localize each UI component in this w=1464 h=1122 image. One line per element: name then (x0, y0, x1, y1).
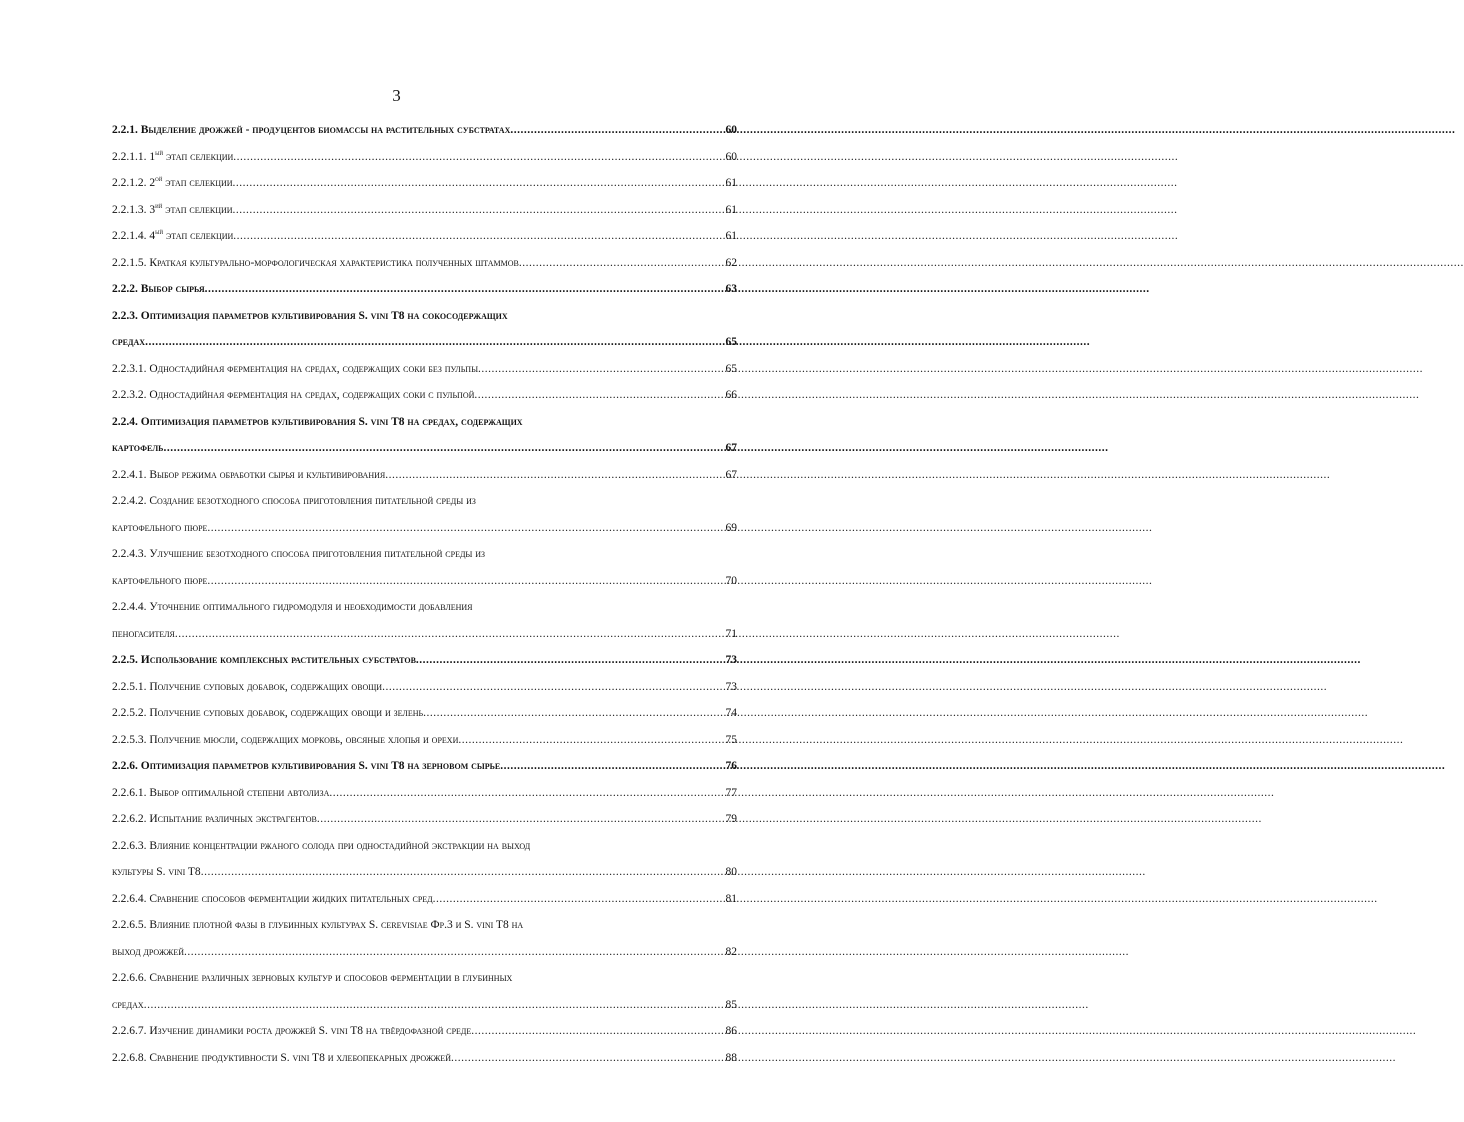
toc-entry (112, 780, 737, 807)
toc-entry-title: 2.2.4.4. Уточнение оптимального гидромодуля и необходимости добавления (112, 601, 473, 613)
dot-leader (519, 250, 725, 277)
toc-entry-title: 2.2.6.8. Сравнение продуктивности S. vini T8 и хлебопекарных дрожжей (112, 1051, 451, 1064)
toc-entry-title: 2.2.1. Выделение дрожжей - продуцентов биомассы на растительных субстратах (112, 124, 511, 136)
toc-entry-page: 76 (725, 760, 737, 772)
toc-entry-title: культуры S. vini T8 (112, 866, 201, 878)
toc-entry-title: средах (112, 998, 144, 1011)
toc-entry (112, 303, 737, 330)
toc-entry-page: 74 (725, 707, 737, 719)
dot-leader (207, 515, 724, 542)
toc-entry (112, 462, 737, 489)
toc-entry (112, 488, 737, 515)
dot-leader (184, 939, 725, 966)
toc-entry (112, 250, 737, 277)
dot-leader (233, 197, 725, 224)
toc-entry (112, 859, 737, 886)
toc-entry-title: 2.2.6.5. Влияние плотной фазы в глубинных культурах S. cerevisiae Фр.3 и S. vini T8 на (112, 919, 524, 931)
dot-leader (175, 621, 725, 648)
dot-leader (144, 992, 725, 1019)
toc-entry-title: 2.2.2. Выбор сырья (112, 283, 205, 295)
toc-entry (112, 197, 737, 224)
toc-entry (112, 170, 737, 197)
toc-entry-title: картофельного пюре (112, 574, 208, 587)
toc-entry (112, 674, 737, 701)
toc-entry-title: 2.2.6.2. Испытание различных экстрагентов (112, 813, 317, 825)
toc-entry-title: 2.2.5.2. Получение суповых добавок, содержащих овощи и зелень (112, 707, 424, 719)
toc-entry-title: 2.2.4.1. Выбор режима обработки сырья и культивирования (112, 468, 386, 481)
toc-entry (112, 992, 737, 1019)
toc-entry (112, 276, 737, 303)
toc-entry (112, 594, 737, 621)
toc-entry-page: 82 (725, 945, 737, 958)
dot-leader (510, 117, 724, 144)
toc-entry-page: 61 (725, 203, 737, 216)
toc-entry-title: 2.2.5.1. Получение суповых добавок, содержащих овощи (112, 680, 383, 693)
toc-entry-title: 2.2.1.3. $3^{ий}$ этап селекции (112, 201, 233, 216)
toc-entry (112, 621, 737, 648)
toc-entry-title: 2.2.6. Оптимизация параметров культивирования S. vini T8 на зерновом сырье (112, 760, 501, 772)
toc-entry-page: 75 (725, 733, 737, 746)
dot-leader (471, 1018, 724, 1045)
toc-entry-title: выход дрожжей (112, 945, 184, 958)
toc-entry-page: 65 (725, 336, 737, 348)
toc-entry-page: 73 (725, 654, 737, 666)
toc-entry-page: 65 (725, 362, 737, 375)
toc-entry (112, 117, 737, 144)
toc-entry-title: 2.2.6.3. Влияние концентрации ржаного солода при одностадийной экстракции на выход (112, 839, 531, 852)
toc-entry-page: 60 (725, 150, 737, 163)
toc-entry-title: картофель (112, 442, 164, 454)
dot-leader (145, 329, 724, 356)
toc-entry-title: 2.2.6.4. Сравнение способов ферментации жидких питательных сред (112, 892, 433, 905)
toc-entry-page: 63 (725, 283, 737, 295)
toc-entry-title: средах (112, 336, 146, 348)
toc-entry-title: 2.2.1.5. Краткая культурально-морфологическая характеристика полученных штаммов (112, 256, 519, 269)
toc-entry (112, 912, 737, 939)
dot-leader (205, 276, 725, 303)
toc-entry-page: 73 (725, 680, 737, 693)
toc-entry-page: 77 (725, 786, 737, 799)
toc-entry (112, 1018, 737, 1045)
toc-entry-title: 2.2.3.2. Одностадийная ферментация на средах, содержащих соки с пульпой (112, 389, 475, 401)
toc-entry-page: 86 (725, 1025, 737, 1037)
toc-entry (112, 223, 737, 250)
toc-entry (112, 939, 737, 966)
dot-leader (382, 674, 724, 701)
toc-entry (112, 727, 737, 754)
toc-entry-title: 2.2.1.2. $2^{ой}$ этап селекции (112, 175, 233, 189)
toc-entry (112, 806, 737, 833)
dot-leader (451, 1045, 725, 1072)
toc-entry (112, 753, 737, 780)
toc-entry-page: 60 (725, 124, 737, 136)
dot-leader (163, 435, 724, 462)
toc-entry-title: 2.2.5. Использование комплексных растительных субстратов (112, 654, 416, 666)
dot-leader (201, 859, 725, 886)
toc-entry (112, 329, 737, 356)
toc-entry-page: 69 (725, 521, 737, 534)
toc-entry (112, 886, 737, 913)
toc-entry-page: 67 (725, 442, 737, 454)
toc-entry (112, 965, 737, 992)
toc-entry (112, 647, 737, 674)
toc-entry-page: 70 (725, 574, 737, 587)
toc-entry-title: 2.2.6.7. Изучение динамики роста дрожжей S. vini T8 на твёрдофазной среде (112, 1025, 472, 1037)
toc-entry (112, 144, 737, 171)
toc-entry (112, 1045, 737, 1072)
toc-entry-title: 2.2.6.6. Сравнение различных зерновых культур и способов ферментации в глубинных (112, 972, 513, 984)
toc-entry-page: 81 (725, 892, 737, 905)
toc-entry (112, 700, 737, 727)
dot-leader (478, 356, 724, 383)
toc-entry-page: 61 (725, 177, 737, 189)
toc-entry-page: 66 (725, 389, 737, 401)
dot-leader (317, 806, 725, 833)
dot-leader (329, 780, 724, 807)
toc-entry (112, 833, 737, 860)
toc-entry (112, 435, 737, 462)
page-number: 3 (392, 86, 401, 105)
toc-entry-title: 2.2.3.1. Одностадийная ферментация на средах, содержащих соки без пульпы (112, 362, 479, 375)
toc-entry-title: 2.2.6.1. Выбор оптимальной степени автолиза (112, 786, 330, 799)
toc-entry-title: 2.2.4.2. Создание безотходного способа приготовления питательной среды из (112, 495, 476, 507)
toc-entry (112, 541, 737, 568)
toc-entry (112, 382, 737, 409)
dot-leader (207, 568, 724, 595)
dot-leader (233, 144, 724, 171)
toc-entry-title: пеногасителя (112, 627, 175, 640)
toc-entry-page: 88 (725, 1051, 737, 1064)
toc-entry-page: 80 (725, 866, 737, 878)
toc-entry-title: 2.2.3. Оптимизация параметров культивирования S. vini T8 на сокосодержащих (112, 309, 508, 322)
dot-leader (474, 382, 724, 409)
toc-entry-title: картофельного пюре (112, 521, 208, 534)
dot-leader (416, 647, 725, 674)
dot-leader (385, 462, 724, 489)
toc-entry (112, 568, 737, 595)
dot-leader (233, 170, 725, 197)
toc-entry-title: 2.2.1.1. $1^{ый}$ этап селекции (112, 148, 234, 163)
toc-entry-page: 85 (725, 998, 737, 1011)
toc-entry (112, 515, 737, 542)
toc-entry-title: 2.2.5.3. Получение мюсли, содержащих морковь, овсяные хлопья и орехи (112, 733, 459, 746)
table-of-contents (112, 117, 737, 1071)
toc-entry-page: 71 (725, 627, 737, 640)
dot-leader (500, 753, 724, 780)
toc-entry-page: 62 (725, 256, 737, 269)
dot-leader (433, 886, 725, 913)
toc-entry-page: 79 (725, 813, 737, 825)
toc-entry (112, 409, 737, 436)
toc-entry-page: 67 (725, 468, 737, 481)
toc-entry-title: 2.2.4. Оптимизация параметров культивирования S. vini T8 на средах, содержащих (112, 415, 523, 428)
dot-leader (458, 727, 724, 754)
dot-leader (423, 700, 724, 727)
toc-entry-title: 2.2.4.3. Улучшение безотходного способа приготовления питательной среды из (112, 548, 486, 560)
dot-leader (233, 223, 724, 250)
toc-entry-title: 2.2.1.4. $4^{ый}$ этап селекции (112, 228, 234, 242)
toc-entry (112, 356, 737, 383)
toc-entry-page: 61 (725, 230, 737, 242)
